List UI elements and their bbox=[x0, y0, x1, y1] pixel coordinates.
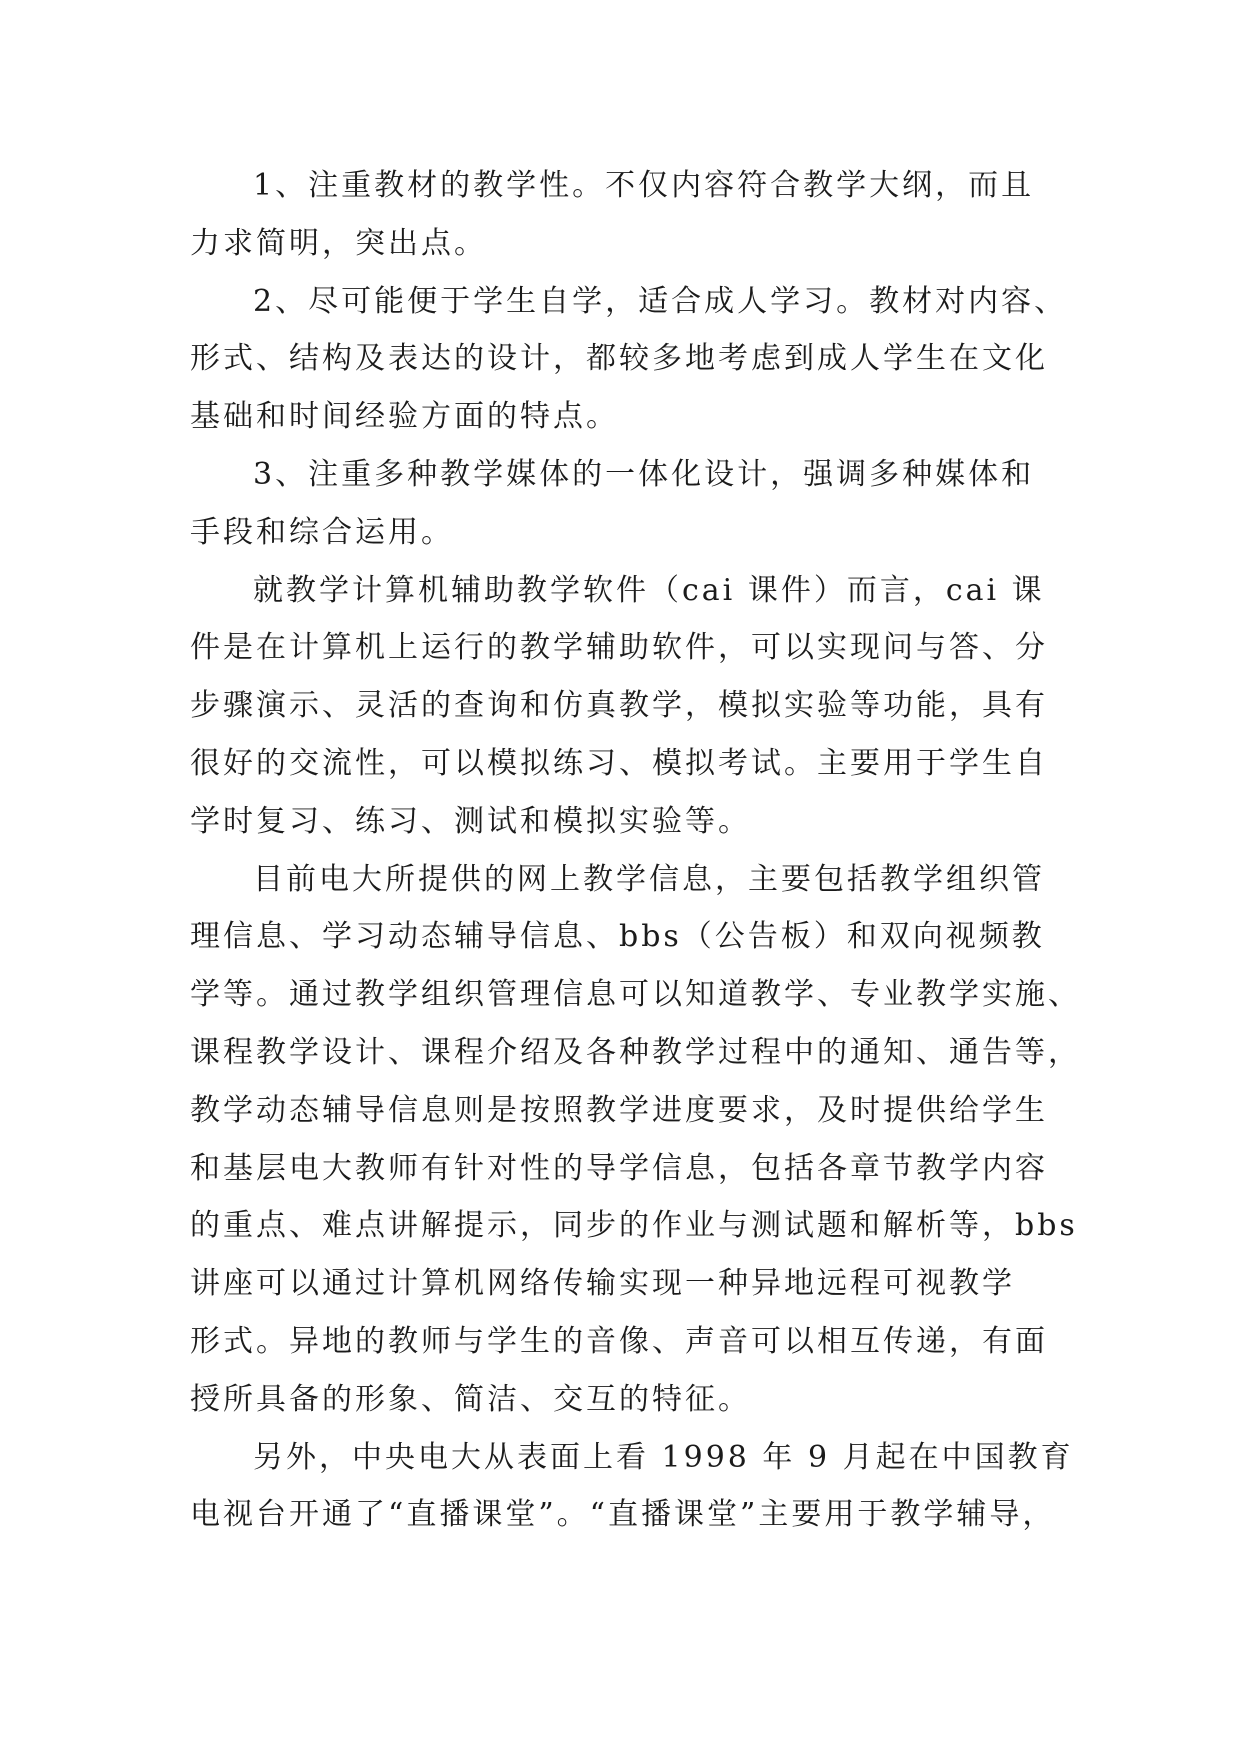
paragraph-line: 步骤演示、灵活的查询和仿真教学，模拟实验等功能，具有 bbox=[190, 688, 1048, 724]
paragraph-line: 的重点、难点讲解提示，同步的作业与测试题和解析等，bbs bbox=[190, 1208, 1078, 1244]
paragraph-line: 件是在计算机上运行的教学辅助软件，可以实现问与答、分 bbox=[190, 630, 1048, 666]
paragraph-line: 力求简明，突出点。 bbox=[190, 225, 487, 261]
paragraph-line: 电视台开通了“直播课堂”。“直播课堂”主要用于教学辅导， bbox=[190, 1497, 1056, 1533]
paragraph-5 bbox=[190, 851, 1190, 1429]
paragraph-line: 理信息、学习动态辅导信息、bbs（公告板）和双向视频教 bbox=[190, 919, 1045, 955]
paragraph-line: 讲座可以通过计算机网络传输实现一种异地远程可视教学 bbox=[190, 1266, 1015, 1302]
paragraph-line: 课程教学设计、课程介绍及各种教学过程中的通知、通告等， bbox=[190, 1034, 1081, 1070]
paragraph-line: 和基层电大教师有针对性的导学信息，包括各章节教学内容 bbox=[190, 1150, 1048, 1186]
paragraph-line: 2、尽可能便于学生自学，适合成人学习。教材对内容、 bbox=[253, 283, 1068, 319]
paragraph-line: 很好的交流性，可以模拟练习、模拟考试。主要用于学生自 bbox=[190, 745, 1048, 781]
paragraph-line: 学时复习、练习、测试和模拟实验等。 bbox=[190, 803, 751, 839]
paragraph-6 bbox=[190, 1429, 1190, 1545]
paragraph-line: 就教学计算机辅助教学软件（cai 课件）而言，cai 课 bbox=[253, 572, 1045, 608]
paragraph-line: 1、注重教材的教学性。不仅内容符合教学大纲，而且 bbox=[253, 168, 1035, 203]
paragraph-1 bbox=[190, 157, 1190, 273]
paragraph-line: 手段和综合运用。 bbox=[190, 514, 454, 550]
paragraph-4 bbox=[190, 562, 1190, 851]
paragraph-line: 另外，中央电大从表面上看 1998 年 9 月起在中国教育 bbox=[253, 1439, 1074, 1475]
paragraph-line: 授所具备的形象、简洁、交互的特征。 bbox=[190, 1381, 751, 1417]
paragraph-2 bbox=[190, 273, 1190, 446]
paragraph-line: 形式、结构及表达的设计，都较多地考虑到成人学生在文化 bbox=[190, 341, 1048, 377]
paragraph-line: 基础和时间经验方面的特点。 bbox=[190, 399, 619, 435]
paragraph-line: 学等。通过教学组织管理信息可以知道教学、专业教学实施、 bbox=[190, 977, 1081, 1013]
paragraph-line: 目前电大所提供的网上教学信息，主要包括教学组织管 bbox=[253, 861, 1045, 897]
paragraph-3 bbox=[190, 446, 1190, 562]
paragraph-line: 教学动态辅导信息则是按照教学进度要求，及时提供给学生 bbox=[190, 1092, 1048, 1128]
paragraph-line: 形式。异地的教师与学生的音像、声音可以相互传递，有面 bbox=[190, 1323, 1048, 1359]
body-text bbox=[190, 157, 1190, 1544]
paragraph-line: 3、注重多种教学媒体的一体化设计，强调多种媒体和 bbox=[253, 456, 1035, 492]
